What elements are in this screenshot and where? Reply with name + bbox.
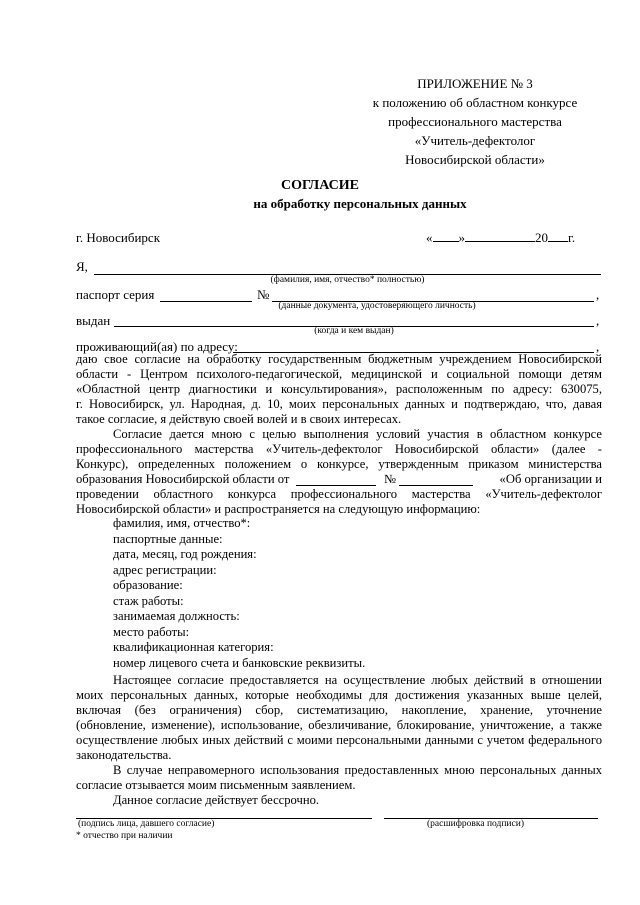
date-day-blank — [433, 241, 459, 242]
order-number-blank — [399, 485, 473, 486]
paragraph-validity: Данное согласие действует бессрочно. — [113, 793, 320, 807]
annex-line: Новосибирской области» — [405, 152, 545, 167]
list-item: место работы: — [113, 624, 190, 639]
text-line: Настоящее согласие предоставляется на осуществление любых действий в отношении — [113, 673, 602, 687]
order-number-label: № — [384, 472, 397, 486]
list-item: фамилия, имя, отчество*: — [113, 516, 251, 530]
date-field — [426, 230, 575, 246]
date-year-blank — [548, 241, 568, 242]
annex-line: «Учитель-дефектолог — [414, 133, 536, 148]
text-line: моих персональных данных, которые необходимы для достижения указанных выше целей, — [76, 688, 602, 702]
text-line: г. Новосибирск, ул. Народная, д. 10, моих персональных данных и подтверждаю, что, давая — [76, 397, 602, 411]
text-line: включая (без ограничения) сбор, систематизацию, накопление, хранение, уточнение — [76, 703, 602, 717]
text-line: В случае неправомерного использования предоставленных мною персональных данных — [113, 763, 602, 777]
footnote: * отчество при наличии — [76, 831, 173, 841]
date-quote-open: « — [426, 230, 433, 245]
annex-number: ПРИЛОЖЕНИЕ № 3 — [417, 76, 533, 91]
text-line: такое согласие, я действую своей волей и в своих интересах. — [76, 412, 402, 426]
text-line: даю свое согласие на обработку государственным бюджетным учреждением Новосибирской — [76, 352, 602, 366]
list-item: занимаемая должность: — [113, 609, 240, 623]
text-line: Конкурс), определенных положением о конкурсе, утвержденным приказом министерства — [76, 457, 602, 471]
list-item: образование: — [113, 578, 183, 592]
document-title: СОГЛАСИЕ — [281, 178, 359, 193]
signature-hint: (подпись лица, давшего согласие) — [78, 819, 215, 829]
order-line — [76, 472, 289, 487]
text-line: законодательства. — [76, 748, 172, 762]
fullname-hint: (фамилия, имя, отчество* полностью) — [270, 275, 425, 285]
list-item: квалификационная категория: — [113, 640, 274, 654]
date-year-prefix: 20 — [535, 230, 548, 245]
issued-comma: , — [596, 313, 600, 328]
date-year-suffix: г. — [568, 230, 576, 245]
order-date-blank — [296, 485, 376, 486]
issued-hint: (когда и кем выдан) — [314, 326, 394, 336]
text-line: Новосибирской области» и распространяется на следующую информацию: — [76, 502, 481, 516]
list-item: паспортные данные: — [113, 531, 223, 546]
passport-label: паспорт серия — [76, 287, 155, 302]
annex-header — [340, 74, 610, 169]
passport-number-label: № — [257, 287, 270, 302]
text-line: Согласие дается мною с целью выполнения условий участия в областном конкурсе — [113, 427, 602, 441]
address-label: проживающий(ая) по адресу: — [76, 339, 238, 354]
text-line: проведении областного конкурса профессионального мастерства «Учитель-дефектолог — [76, 487, 602, 501]
text-line: (обновление, изменение), использование, обезличивание, блокирование, уничтожение, а также — [76, 718, 602, 732]
date-quote-close: » — [458, 230, 465, 245]
passport-hint: (данные документа, удостоверяющего личность) — [278, 301, 476, 311]
info-list — [113, 516, 365, 671]
date-month-blank — [465, 241, 535, 242]
list-item: дата, месяц, год рождения: — [113, 547, 257, 561]
signature-decode-hint: (расшифровка подписи) — [427, 819, 524, 829]
annex-line: к положению об областном конкурсе — [372, 95, 578, 110]
order-text: образования Новосибирской области от — [76, 472, 290, 486]
issued-label: выдан — [76, 313, 111, 328]
i-label: Я, — [76, 259, 88, 274]
list-item: стаж работы: — [113, 593, 184, 608]
text-line: «Областной центр диагностики и консультирования», расположенным по адресу: 630075, — [76, 382, 602, 396]
text-line: осуществление любых иных действий с моими персональными данными с учетом федерального — [76, 733, 602, 747]
order-title-start: «Об организации и — [499, 472, 602, 486]
list-item: номер лицевого счета и банковские реквизиты. — [113, 655, 366, 670]
city: г. Новосибирск — [76, 230, 161, 245]
text-line: согласие отзывается моим письменным заявлением. — [76, 778, 356, 792]
address-comma: , — [596, 339, 600, 354]
document-subtitle: на обработку персональных данных — [253, 196, 467, 211]
text-line: профессионального мастерства «Учитель-дефектолог Новосибирской области» (далее - — [76, 442, 602, 456]
list-item: адрес регистрации: — [113, 562, 217, 577]
text-line: области - Центром психолого-педагогической, медицинской и социальной помощи детям — [76, 367, 602, 381]
annex-line: профессионального мастерства — [388, 114, 562, 129]
passport-comma: , — [596, 287, 600, 302]
